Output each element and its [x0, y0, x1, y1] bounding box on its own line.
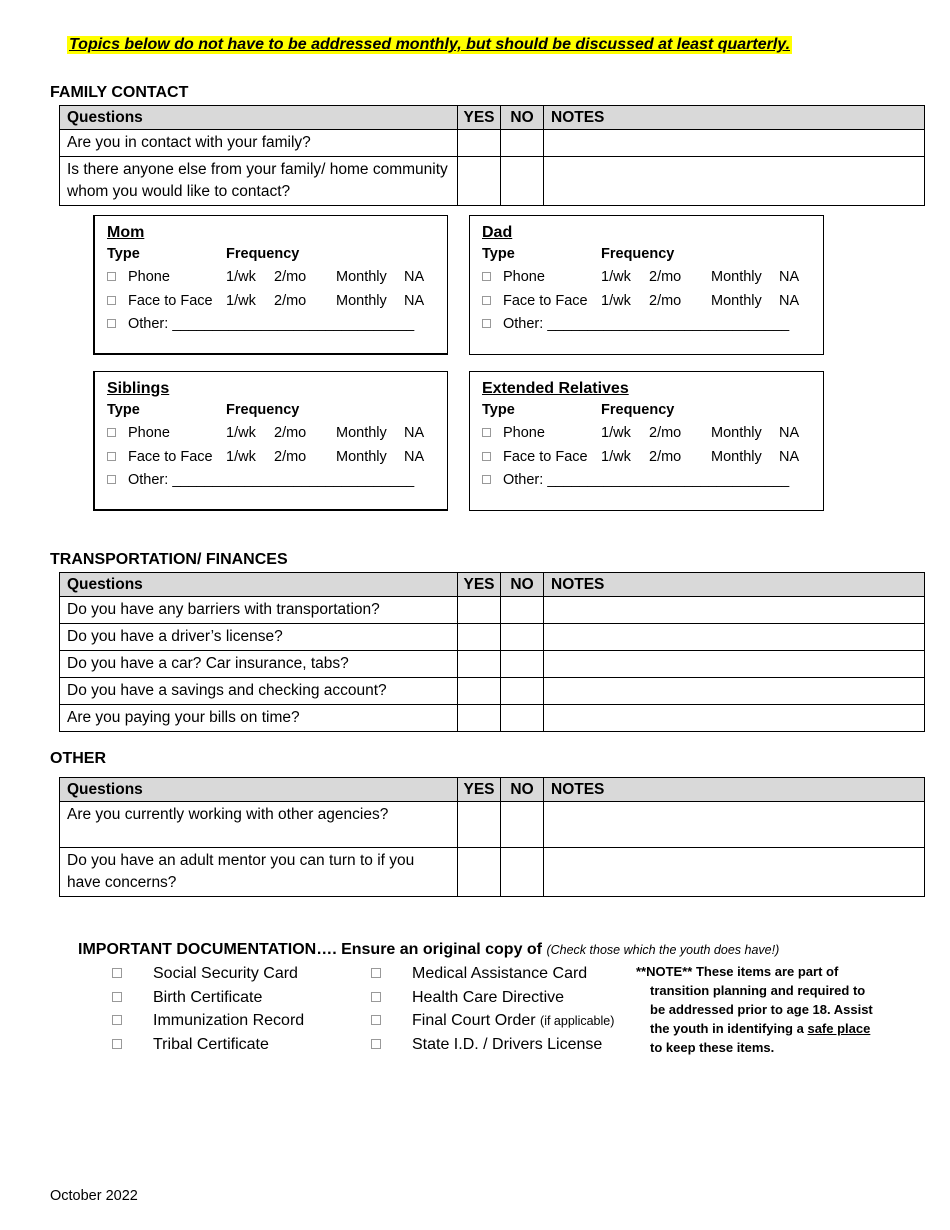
- face-to-face-label: Face to Face: [128, 293, 213, 309]
- no-cell[interactable]: [501, 624, 544, 651]
- frequency-option[interactable]: 1/wk: [226, 425, 256, 441]
- frequency-option[interactable]: 2/mo: [274, 269, 307, 285]
- frequency-option[interactable]: NA: [404, 425, 425, 441]
- table-row: [60, 651, 925, 678]
- table-row: [60, 678, 925, 705]
- no-cell[interactable]: [501, 678, 544, 705]
- table-header-row: [60, 106, 925, 130]
- note-line: transition planning and required to: [650, 983, 866, 998]
- face-to-face-checkbox[interactable]: [107, 296, 116, 305]
- yes-cell[interactable]: [458, 157, 501, 206]
- note-line: **NOTE** These items are part of: [636, 964, 839, 979]
- other-checkbox[interactable]: [482, 319, 491, 328]
- tribal-certificate-checkbox[interactable]: [112, 1039, 122, 1049]
- frequency-option[interactable]: Monthly: [711, 425, 762, 441]
- type-label: Type: [107, 402, 140, 418]
- notes-cell[interactable]: [544, 678, 925, 705]
- frequency-option[interactable]: Monthly: [336, 293, 387, 309]
- no-header: NO: [501, 106, 544, 130]
- table-row: [60, 624, 925, 651]
- phone-label: Phone: [128, 269, 170, 285]
- no-cell[interactable]: [501, 802, 544, 848]
- no-cell[interactable]: [501, 705, 544, 732]
- frequency-option[interactable]: 2/mo: [649, 269, 682, 285]
- yes-cell[interactable]: [458, 597, 501, 624]
- documentation-title: [78, 941, 779, 959]
- no-cell[interactable]: [501, 651, 544, 678]
- frequency-option[interactable]: 1/wk: [601, 449, 631, 465]
- table-row: [60, 705, 925, 732]
- yes-cell[interactable]: [458, 802, 501, 848]
- frequency-option[interactable]: Monthly: [336, 425, 387, 441]
- transportation-title: TRANSPORTATION/ FINANCES: [50, 551, 288, 568]
- medical-assistance-label: Medical Assistance Card: [412, 965, 588, 982]
- yes-cell[interactable]: [458, 848, 501, 897]
- frequency-option[interactable]: 1/wk: [226, 269, 256, 285]
- note-line: be addressed prior to age 18. Assist: [650, 1002, 873, 1017]
- frequency-option[interactable]: 1/wk: [601, 293, 631, 309]
- questions-header: Questions: [60, 106, 458, 130]
- other-line[interactable]: Other: ______________________________: [503, 472, 790, 488]
- yes-cell[interactable]: [458, 624, 501, 651]
- no-cell[interactable]: [501, 597, 544, 624]
- state-id-checkbox[interactable]: [371, 1039, 381, 1049]
- phone-label: Phone: [503, 269, 545, 285]
- transportation-table: [59, 572, 925, 732]
- box-title: Mom: [107, 224, 145, 241]
- frequency-option[interactable]: NA: [404, 293, 425, 309]
- frequency-option[interactable]: 2/mo: [649, 449, 682, 465]
- face-to-face-checkbox[interactable]: [482, 452, 491, 461]
- frequency-option[interactable]: NA: [404, 449, 425, 465]
- type-label: Type: [482, 402, 515, 418]
- birth-certificate-label: Birth Certificate: [153, 989, 263, 1006]
- health-care-directive-label: Health Care Directive: [412, 989, 565, 1006]
- quarterly-banner: Topics below do not have to be addressed monthly, but should be discussed at least quarterly.: [69, 36, 791, 53]
- frequency-option[interactable]: 2/mo: [649, 425, 682, 441]
- table-row: [60, 848, 925, 897]
- yes-header: YES: [458, 573, 501, 597]
- table-row: [60, 802, 925, 848]
- state-id-label: State I.D. / Drivers License: [412, 1036, 603, 1053]
- question-cell: Do you have a driver’s license?: [60, 624, 458, 651]
- question-cell: Are you in contact with your family?: [60, 130, 458, 157]
- frequency-option[interactable]: Monthly: [711, 293, 762, 309]
- frequency-option[interactable]: NA: [779, 269, 800, 285]
- no-header: NO: [501, 573, 544, 597]
- if-applicable-text: (if applicable): [540, 1014, 615, 1028]
- questions-header: Questions: [60, 778, 458, 802]
- frequency-option[interactable]: Monthly: [336, 449, 387, 465]
- immunization-record-label: Immunization Record: [153, 1012, 305, 1029]
- frequency-option[interactable]: 1/wk: [226, 449, 256, 465]
- frequency-option[interactable]: 2/mo: [649, 293, 682, 309]
- phone-label: Phone: [503, 425, 545, 441]
- type-label: Type: [482, 246, 515, 262]
- notes-cell[interactable]: [544, 705, 925, 732]
- final-court-order-checkbox[interactable]: [371, 1015, 381, 1025]
- table-row: [60, 597, 925, 624]
- mom-contact-box: [93, 215, 448, 355]
- frequency-option[interactable]: 2/mo: [274, 425, 307, 441]
- other-checkbox[interactable]: [107, 475, 116, 484]
- notes-header: NOTES: [544, 106, 925, 130]
- phone-label: Phone: [128, 425, 170, 441]
- frequency-option[interactable]: 1/wk: [601, 425, 631, 441]
- question-cell: Do you have a savings and checking account?: [60, 678, 458, 705]
- frequency-option[interactable]: 2/mo: [274, 449, 307, 465]
- notes-cell[interactable]: [544, 624, 925, 651]
- yes-header: YES: [458, 778, 501, 802]
- table-row: [60, 157, 925, 206]
- social-security-label: Social Security Card: [153, 965, 298, 982]
- table-header-row: [60, 778, 925, 802]
- question-cell: Are you paying your bills on time?: [60, 705, 458, 732]
- frequency-label: Frequency: [601, 246, 675, 262]
- notes-cell[interactable]: [544, 802, 925, 848]
- immunization-record-checkbox[interactable]: [112, 1015, 122, 1025]
- yes-header: YES: [458, 106, 501, 130]
- other-line[interactable]: Other: ______________________________: [503, 316, 790, 332]
- note-line: [636, 1019, 886, 1038]
- table-row: [60, 130, 925, 157]
- birth-certificate-checkbox[interactable]: [112, 992, 122, 1002]
- no-cell[interactable]: [501, 157, 544, 206]
- face-to-face-checkbox[interactable]: [107, 452, 116, 461]
- phone-checkbox[interactable]: [107, 272, 116, 281]
- frequency-option[interactable]: Monthly: [711, 269, 762, 285]
- question-cell: Are you currently working with other agencies?: [60, 802, 458, 848]
- notes-cell[interactable]: [544, 130, 925, 157]
- other-line[interactable]: Other: ______________________________: [128, 316, 415, 332]
- tribal-certificate-label: Tribal Certificate: [153, 1036, 269, 1053]
- frequency-option[interactable]: Monthly: [336, 269, 387, 285]
- phone-checkbox[interactable]: [482, 428, 491, 437]
- siblings-contact-box: [93, 371, 448, 511]
- medical-assistance-checkbox[interactable]: [371, 968, 381, 978]
- type-label: Type: [107, 246, 140, 262]
- family-contact-title: FAMILY CONTACT: [50, 84, 189, 101]
- notes-cell[interactable]: [544, 597, 925, 624]
- frequency-option[interactable]: NA: [779, 449, 800, 465]
- note-line: to keep these items.: [650, 1040, 775, 1055]
- social-security-checkbox[interactable]: [112, 968, 122, 978]
- frequency-option[interactable]: 2/mo: [274, 293, 307, 309]
- documentation-note: [636, 962, 886, 1057]
- question-cell: Do you have an adult mentor you can turn to if you have concerns?: [60, 848, 458, 897]
- face-to-face-label: Face to Face: [503, 293, 588, 309]
- frequency-option[interactable]: NA: [779, 425, 800, 441]
- face-to-face-checkbox[interactable]: [482, 296, 491, 305]
- phone-checkbox[interactable]: [482, 272, 491, 281]
- questions-header: Questions: [60, 573, 458, 597]
- yes-cell[interactable]: [458, 130, 501, 157]
- notes-cell[interactable]: [544, 157, 925, 206]
- frequency-option[interactable]: 1/wk: [226, 293, 256, 309]
- frequency-option[interactable]: NA: [404, 269, 425, 285]
- phone-checkbox[interactable]: [107, 428, 116, 437]
- no-header: NO: [501, 778, 544, 802]
- question-cell: Is there anyone else from your family/ home community whom you would like to contact?: [60, 157, 458, 206]
- yes-cell[interactable]: [458, 678, 501, 705]
- face-to-face-label: Face to Face: [503, 449, 588, 465]
- other-checkbox[interactable]: [482, 475, 491, 484]
- final-court-order-label: [412, 1012, 614, 1030]
- documentation-heading: IMPORTANT DOCUMENTATION…. Ensure an original copy of: [78, 941, 543, 958]
- notes-header: NOTES: [544, 778, 925, 802]
- health-care-directive-checkbox[interactable]: [371, 992, 381, 1002]
- notes-cell[interactable]: [544, 848, 925, 897]
- question-cell: Do you have a car? Car insurance, tabs?: [60, 651, 458, 678]
- documentation-subtitle: (Check those which the youth does have!): [546, 943, 780, 957]
- other-checkbox[interactable]: [107, 319, 116, 328]
- dad-contact-box: [469, 215, 824, 355]
- box-title: Siblings: [107, 380, 170, 397]
- family-contact-table: [59, 105, 925, 206]
- frequency-label: Frequency: [226, 246, 300, 262]
- yes-cell[interactable]: [458, 651, 501, 678]
- no-cell[interactable]: [501, 130, 544, 157]
- notes-header: NOTES: [544, 573, 925, 597]
- frequency-label: Frequency: [601, 402, 675, 418]
- frequency-option[interactable]: 1/wk: [601, 269, 631, 285]
- final-court-order-text: Final Court Order: [412, 1012, 536, 1029]
- frequency-option[interactable]: NA: [779, 293, 800, 309]
- note-text: the youth in identifying a: [650, 1021, 804, 1036]
- table-header-row: [60, 573, 925, 597]
- other-title: OTHER: [50, 750, 106, 767]
- other-line[interactable]: Other: ______________________________: [128, 472, 415, 488]
- other-table: [59, 777, 925, 897]
- notes-cell[interactable]: [544, 651, 925, 678]
- frequency-label: Frequency: [226, 402, 300, 418]
- yes-cell[interactable]: [458, 705, 501, 732]
- no-cell[interactable]: [501, 848, 544, 897]
- face-to-face-label: Face to Face: [128, 449, 213, 465]
- extended-relatives-contact-box: [469, 371, 824, 511]
- safe-place-text: safe place: [807, 1021, 871, 1036]
- question-cell: Do you have any barriers with transportation?: [60, 597, 458, 624]
- box-title: Extended Relatives: [482, 380, 629, 397]
- frequency-option[interactable]: Monthly: [711, 449, 762, 465]
- box-title: Dad: [482, 224, 513, 241]
- footer-date: October 2022: [50, 1188, 138, 1204]
